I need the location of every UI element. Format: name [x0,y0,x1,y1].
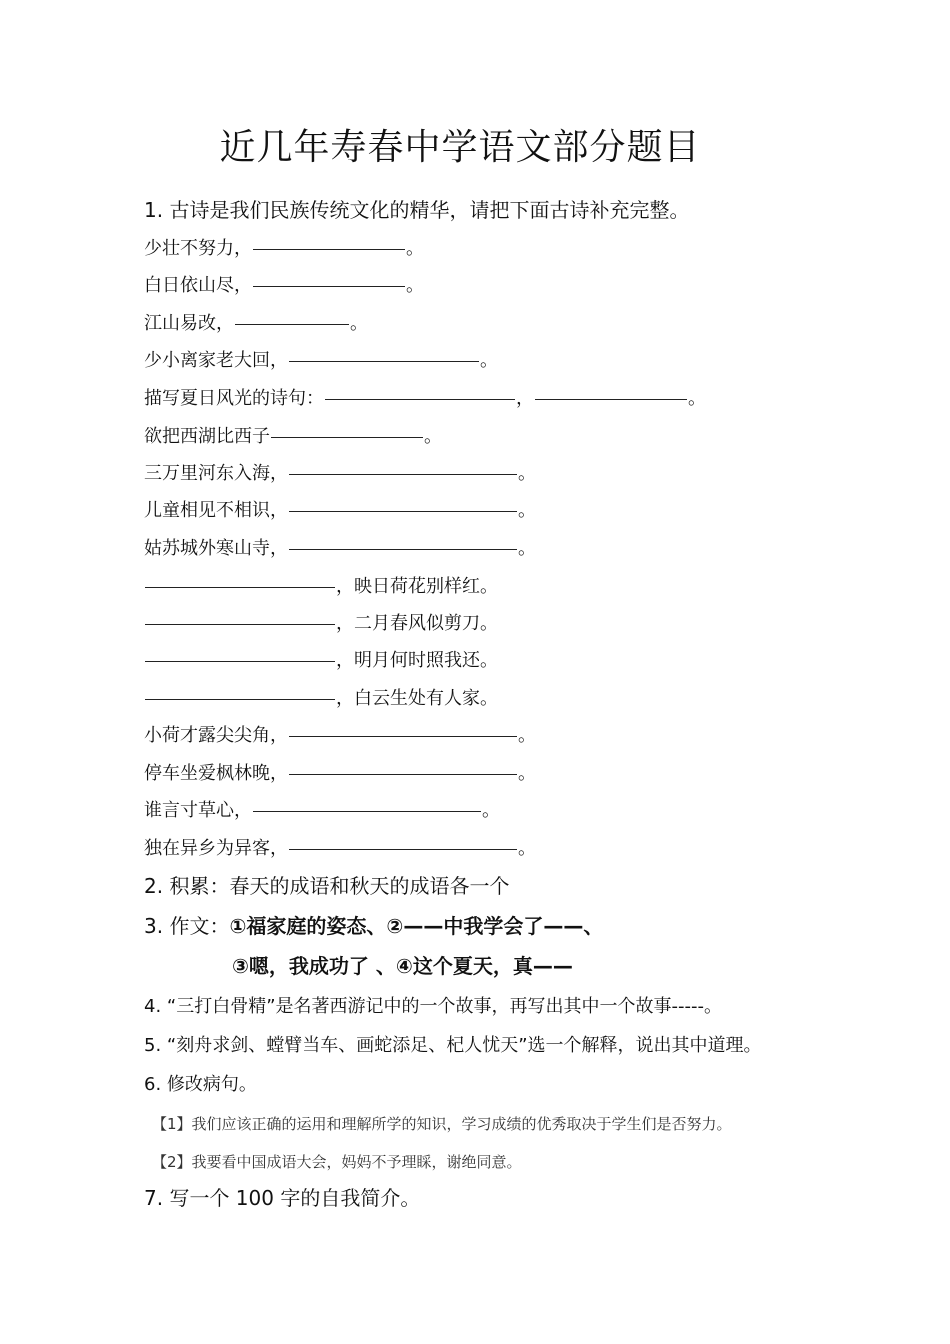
answer-blank [289,736,517,737]
poem-line-13 [144,686,498,712]
poem-line-6 [144,424,442,450]
poem-line-2 [144,273,424,299]
poem-line-end: 。 [482,800,500,821]
poem-line-text: 描写夏日风光的诗句： [144,388,324,409]
poem-line-text: 独在异乡为异客， [144,838,288,859]
poem-line-end: 。 [406,238,424,259]
poem-line-text: 谁言寸草心， [144,800,252,821]
question-5: 5. “刻舟求剑、螳臂当车、画蛇添足、杞人忧天”选一个解释，说出其中道理。 [144,1035,762,1056]
poem-line-text: 儿童相见不相识， [144,500,288,521]
question-3 [144,912,603,940]
question-4: 4. “三打白骨精”是名著西游记中的一个故事，再写出其中一个故事-----。 [144,996,723,1017]
poem-line-text: 姑苏城外寒山寺， [144,538,288,559]
answer-blank [235,324,349,325]
answer-blank [289,549,517,550]
poem-line-5 [144,386,706,412]
answer-blank [271,437,423,438]
answer-blank [253,811,481,812]
question-7: 7. 写一个 100 字的自我简介。 [144,1186,421,1210]
question-3-label: 3. 作文： [144,914,230,938]
answer-blank [253,249,405,250]
page-title: 近几年寿春中学语文部分题目 [219,127,701,168]
poem-line-mid: ， [516,388,534,409]
question-2: 2. 积累：春天的成语和秋天的成语各一个 [144,874,510,898]
question-6-heading: 6. 修改病句。 [144,1074,257,1095]
poem-line-end: 。 [424,426,442,447]
answer-blank [145,699,335,700]
poem-line-text: 停车坐爱枫林晚， [144,763,288,784]
poem-line-11 [144,611,498,637]
answer-blank [145,587,335,588]
poem-line-1 [144,236,424,262]
answer-blank [325,399,515,400]
poem-line-text: 欲把西湖比西子 [144,426,270,447]
poem-line-text: 少壮不努力， [144,238,252,259]
poem-line-end: 。 [518,838,536,859]
answer-blank [289,774,517,775]
poem-line-7 [144,461,536,487]
sentence-item-2: 【2】我要看中国成语大会，妈妈不予理睬，谢绝同意。 [152,1153,522,1171]
poem-line-text: 白日依山尽， [144,275,252,296]
poem-line-end: 。 [518,538,536,559]
answer-blank [289,474,517,475]
poem-line-text: 少小离家老大回， [144,350,288,371]
poem-line-3 [144,311,368,337]
answer-blank [145,624,335,625]
poem-line-4 [144,348,498,374]
poem-line-end: 。 [518,463,536,484]
essay-topics-line-1: ①福家庭的姿态、②——中我学会了——、 [229,914,604,938]
poem-line-12 [144,648,498,674]
poem-line-text: ，明月何时照我还。 [336,650,498,671]
poem-line-14 [144,723,536,749]
answer-blank [253,286,405,287]
answer-blank [289,511,517,512]
answer-blank [289,849,517,850]
poem-line-end: 。 [480,350,498,371]
poem-line-text: 三万里河东入海， [144,463,288,484]
poem-line-end: 。 [350,313,368,334]
poem-line-15 [144,761,536,787]
answer-blank [145,661,335,662]
poem-line-end: 。 [688,388,706,409]
question-1-heading: 1. 古诗是我们民族传统文化的精华，请把下面古诗补充完整。 [144,198,690,222]
poem-line-end: 。 [406,275,424,296]
poem-line-text: ，白云生处有人家。 [336,688,498,709]
poem-line-8 [144,498,536,524]
poem-line-end: 。 [518,725,536,746]
answer-blank [535,399,687,400]
essay-topics-line-2: ③嗯，我成功了 、④这个夏天，真—— [232,954,573,978]
poem-line-end: 。 [518,763,536,784]
poem-line-17 [144,836,536,862]
poem-line-end: 。 [518,500,536,521]
poem-line-text: ，二月春风似剪刀。 [336,613,498,634]
poem-line-text: 小荷才露尖尖角， [144,725,288,746]
poem-line-text: ，映日荷花别样红。 [336,576,498,597]
poem-line-text: 江山易改， [144,313,234,334]
poem-line-10 [144,574,498,600]
answer-blank [289,361,479,362]
sentence-item-1: 【1】我们应该正确的运用和理解所学的知识，学习成绩的优秀取决于学生们是否努力。 [152,1115,732,1133]
poem-line-9 [144,536,536,562]
poem-line-16 [144,798,500,824]
